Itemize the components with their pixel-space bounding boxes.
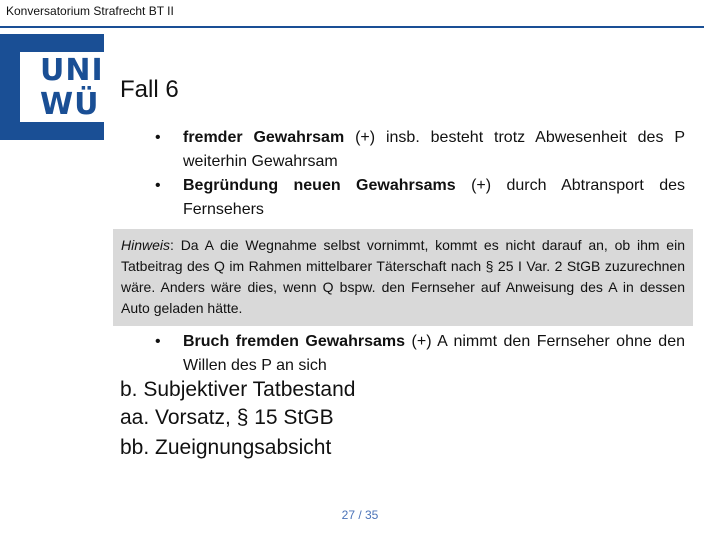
bullet-icon: • [155, 177, 161, 194]
bullet-bold-text: fremder Gewahrsam [183, 129, 345, 146]
bullet-item [155, 330, 685, 378]
bullet-bold-text: Begründung neuen Gewahrsams [183, 177, 456, 194]
bullet-item [155, 126, 685, 174]
hint-text: : Da A die Wegnahme selbst vornimmt, kommt es nicht darauf an, ob ihm ein Tatbeitrag des Q im Rahmen mittelbarer Täterschaft nach § 25 I Var. 2 StGB zuzurechnen wäre. Anders wäre dies, wenn Q bspw. den Fernseher auf Anweisung des A in dessen Auto geladen hätte. [121, 237, 685, 316]
section-heading-b: b. Subjektiver Tatbestand [120, 378, 356, 401]
bullet-bold-text: Bruch fremden Gewahrsams [183, 333, 405, 350]
bullet-icon: • [155, 333, 161, 350]
hint-label: Hinweis [121, 237, 171, 253]
bullet-text: (+) insb. besteht trotz Abwesenheit des P weiterhin Gewahrsam [183, 129, 686, 170]
section-heading-aa: aa. Vorsatz, § 15 StGB [120, 406, 334, 429]
header-title: Konversatorium Strafrecht BT II [6, 4, 174, 18]
bullet-item [155, 174, 685, 222]
bullet-icon: • [155, 129, 161, 146]
header-divider [0, 26, 704, 28]
section-heading-bb: bb. Zueignungsabsicht [120, 436, 332, 459]
bullet-list-bottom [155, 330, 685, 378]
logo-text-line1: UNI [40, 53, 104, 88]
hint-box [113, 229, 693, 326]
bullet-text: (+) durch Abtransport des Fernsehers [183, 177, 685, 218]
university-logo [0, 34, 104, 140]
bullet-text: (+) A nimmt den Fernseher ohne den Willen des P an sich [183, 333, 685, 374]
bullet-list-top [155, 126, 685, 222]
slide-title: Fall 6 [120, 76, 179, 103]
page-number: 27 / 35 [341, 508, 379, 522]
logo-text-line2: WÜ [40, 87, 100, 122]
